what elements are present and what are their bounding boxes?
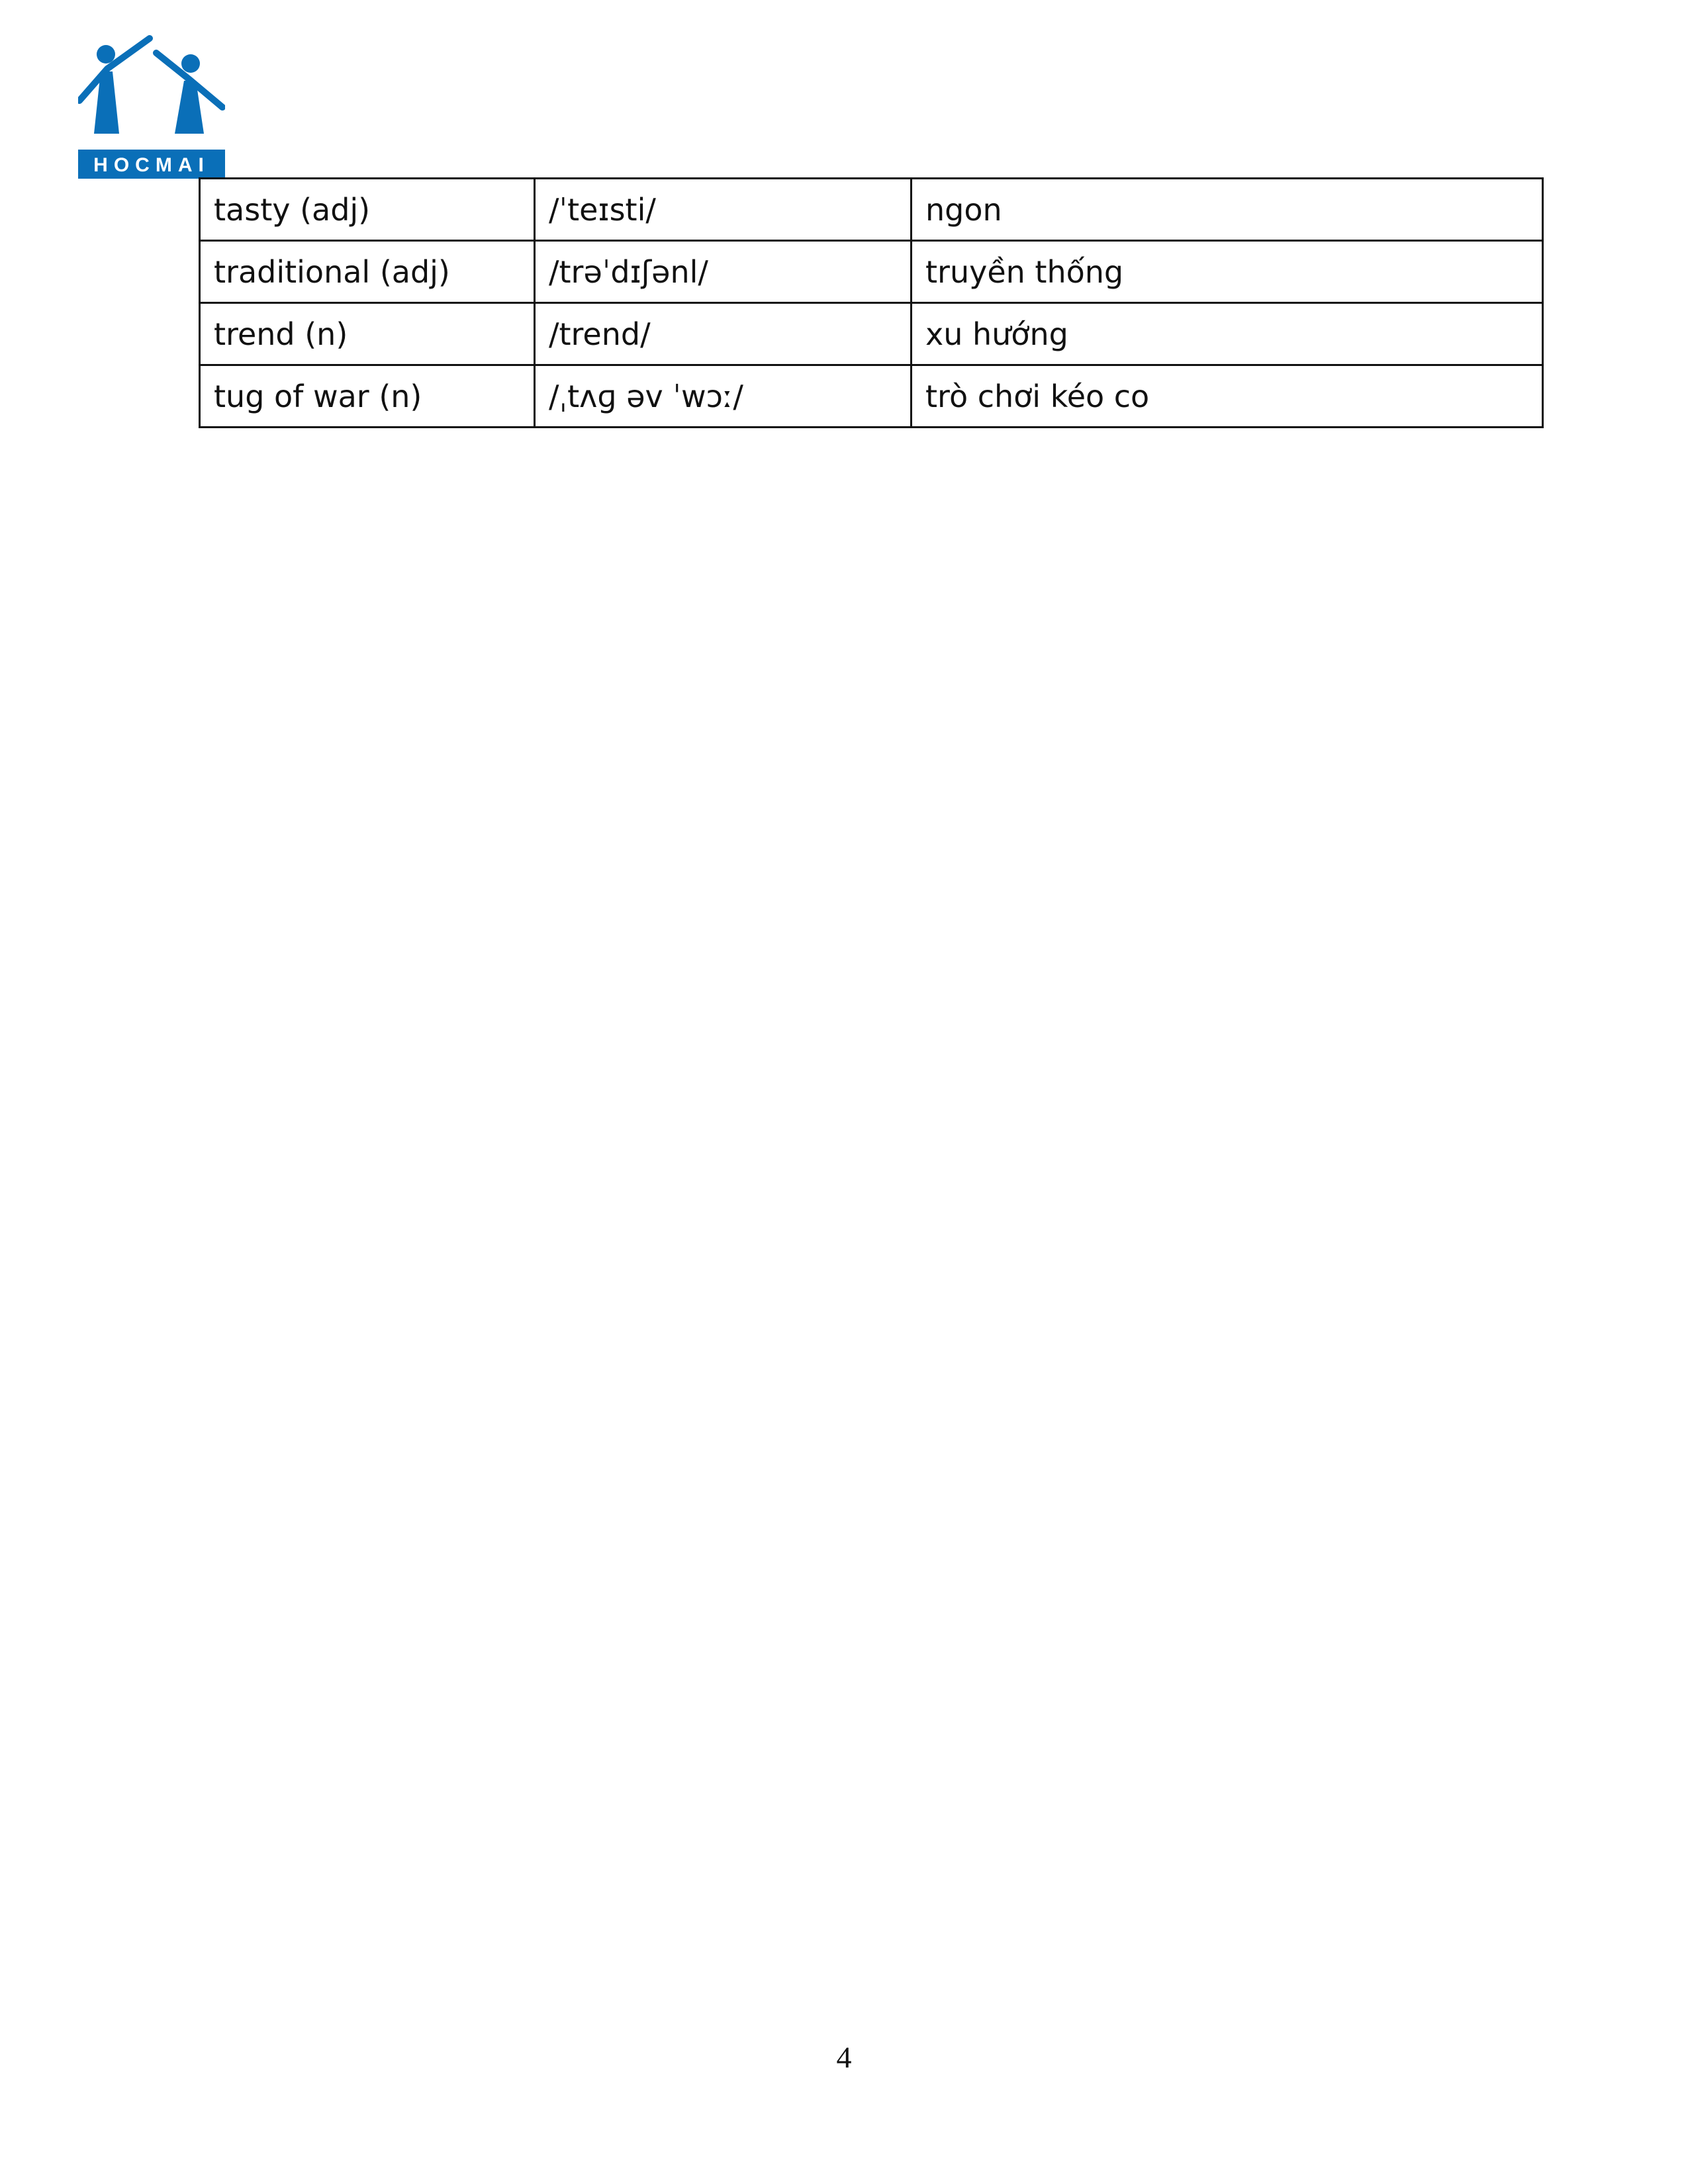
vocab-ipa: /trend/	[535, 303, 912, 365]
vocab-word: traditional (adj)	[200, 241, 535, 303]
vocab-word: tasty (adj)	[200, 179, 535, 241]
vocab-meaning: truyền thống	[912, 241, 1543, 303]
vocab-word: tug of war (n)	[200, 365, 535, 428]
table-row	[200, 241, 1543, 303]
table-row	[200, 179, 1543, 241]
vocab-meaning: xu hướng	[912, 303, 1543, 365]
vocab-meaning: ngon	[912, 179, 1543, 241]
table-row	[200, 365, 1543, 428]
page-number: 4	[836, 2040, 852, 2074]
hocmai-logo	[78, 34, 225, 179]
vocabulary-table	[199, 177, 1544, 428]
table-row	[200, 303, 1543, 365]
vocab-ipa: /ˌtʌɡ əv ˈwɔː/	[535, 365, 912, 428]
vocab-ipa: /trəˈdɪʃənl/	[535, 241, 912, 303]
vocab-word: trend (n)	[200, 303, 535, 365]
vocab-meaning: trò chơi kéo co	[912, 365, 1543, 428]
logo-wordmark: HOCMAI	[93, 154, 210, 176]
vocab-ipa: /ˈteɪsti/	[535, 179, 912, 241]
